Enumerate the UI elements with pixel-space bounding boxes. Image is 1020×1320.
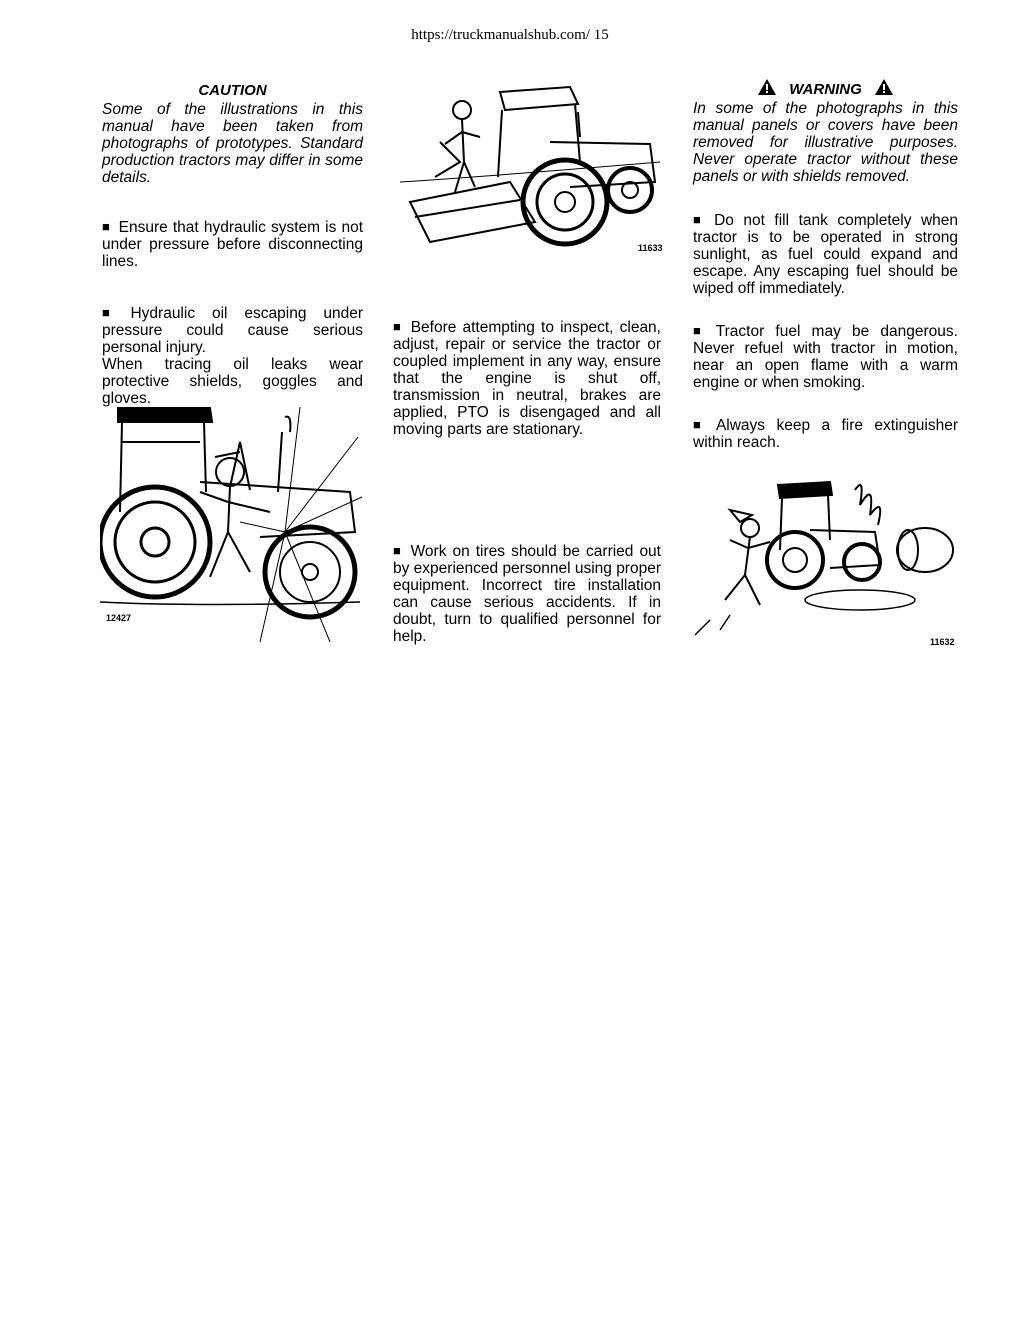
fuel-fire-illustration bbox=[690, 470, 960, 645]
caution-title: CAUTION bbox=[198, 82, 267, 99]
hydraulic-pressure-item: ■ Ensure that hydraulic system is not under pressure before disconnecting lines. bbox=[102, 219, 363, 270]
warning-title: WARNING bbox=[789, 81, 862, 98]
service-safety-item: ■ Before attempting to inspect, clean, adjust, repair or service the tractor or coupled implement in any way, ensure that the engine is shut off, transmission in neutral, brakes are applied, PTO is disengaged and all moving parts are stationary. bbox=[393, 319, 661, 438]
warning-block bbox=[693, 78, 958, 185]
fuel-tank-item: ■ Do not fill tank completely when tractor is to be operated in strong sunlight, as fuel could expand and escape. Any escaping fuel should be wiped off immediately. bbox=[693, 212, 958, 297]
fire-extinguisher-item: ■ Always keep a fire extinguisher within reach. bbox=[693, 417, 958, 451]
figure-number-12427: 12427 bbox=[106, 613, 132, 623]
caution-block bbox=[102, 82, 363, 186]
figure-number-11633: 11633 bbox=[638, 243, 663, 253]
oil-leak-protection-text: When tracing oil leaks wear protective shields, goggles and gloves. bbox=[102, 356, 363, 407]
hydraulic-oil-block bbox=[102, 305, 363, 407]
oil-leak-illustration bbox=[100, 402, 365, 647]
caution-text: Some of the illustrations in this manual have been taken from photographs of prototypes. Standard production tractors may differ in some details. bbox=[102, 101, 363, 186]
fuel-danger-item: ■ Tractor fuel may be dangerous. Never refuel with tractor in motion, near an open flame with a warm engine or when smoking. bbox=[693, 323, 958, 391]
warning-text: In some of the photographs in this manual panels or covers have been removed for illustrative purposes. Never operate tractor without these panels or with shields removed. bbox=[693, 100, 958, 185]
warning-triangle-icon bbox=[874, 78, 894, 96]
warning-triangle-icon bbox=[757, 78, 777, 96]
warning-title-row bbox=[693, 78, 958, 98]
page-header: https://truckmanualshub.com/ 15 bbox=[411, 27, 609, 43]
figure-number-11632: 11632 bbox=[930, 637, 955, 647]
hydraulic-oil-item: ■ Hydraulic oil escaping under pressure could cause serious personal injury. bbox=[102, 305, 363, 356]
tire-work-item: ■ Work on tires should be carried out by experienced personnel using proper equipment. Incorrect tire installation can cause serious accidents. If in doubt, turn to qualified personnel for help. bbox=[393, 543, 661, 645]
tractor-implement-illustration bbox=[400, 82, 662, 260]
